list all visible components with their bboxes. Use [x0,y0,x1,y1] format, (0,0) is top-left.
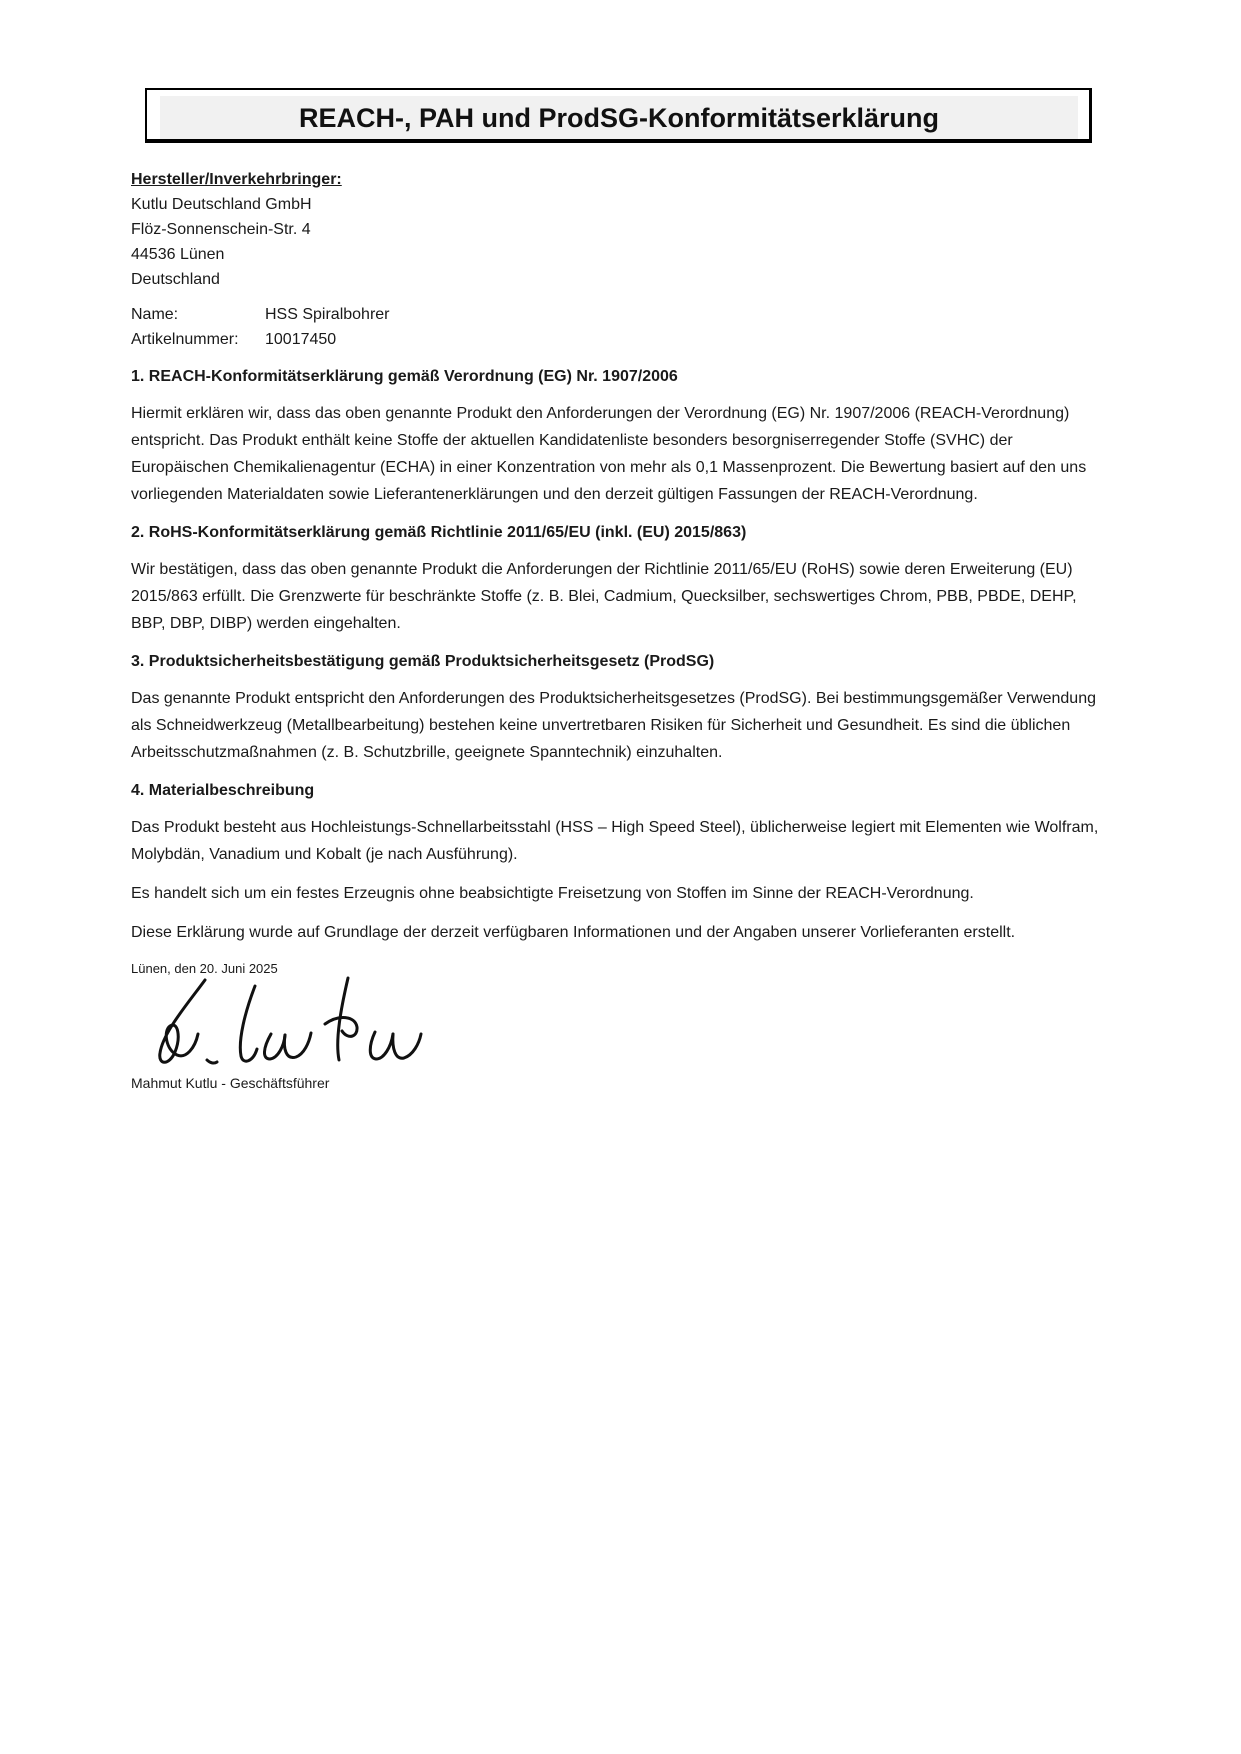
product-block [131,302,1112,352]
handwritten-signature-icon [143,972,423,1072]
section-material-paragraph-2: Es handelt sich um ein festes Erzeugnis ohne beabsichtigte Freisetzung von Stoffen im Sinne der REACH-Verordnung. [131,885,974,902]
product-name-label: Name: [131,306,179,323]
document-content [131,0,1112,1092]
section-prodsg-heading: 3. Produktsicherheitsbestätigung gemäß Produktsicherheitsgesetz (ProdSG) [131,653,715,670]
section-reach-paragraph: Hiermit erklären wir, dass das oben genannte Produkt den Anforderungen der Verordnung (EG) Nr. 1907/2006 (REACH-Verordnung) entspricht. Das Produkt enthält keine Stoffe der aktuellen Kandidatenliste besonders besorgniserregender Stoffe (SVHC) der Europäischen Chemikalienagentur (ECHA) in einer Konzentration von mehr als 0,1 Massenprozent. Die Bewertung basiert auf den uns vorliegenden Materialdaten sowie Lieferantenerklärungen und den derzeit gültigen Fassungen der REACH-Verordnung. [131,405,1087,503]
product-name-value: HSS Spiralbohrer [265,306,390,323]
section-material-paragraph-3: Diese Erklärung wurde auf Grundlage der derzeit verfügbaren Informationen und der Angaben unserer Vorlieferanten erstellt. [131,924,1016,941]
section-reach [131,366,1112,508]
manufacturer-company: Kutlu Deutschland GmbH [131,196,312,213]
signature-image [143,972,1112,1072]
product-article-row [131,327,1112,352]
manufacturer-heading: Hersteller/Inverkehrbringer: [131,171,342,188]
document-title: REACH-, PAH und ProdSG-Konformitätserklärung [160,96,1078,139]
product-article-value: 10017450 [265,331,337,348]
section-material-paragraph-1: Das Produkt besteht aus Hochleistungs-Schnellarbeitsstahl (HSS – High Speed Steel), üblicherweise legiert mit Elementen wie Wolfram, Molybdän, Vanadium und Kobalt (je nach Ausführung). [131,819,1099,863]
section-rohs-heading: 2. RoHS-Konformitätserklärung gemäß Richtlinie 2011/65/EU (inkl. (EU) 2015/863) [131,524,747,541]
signer-name: Mahmut Kutlu - Geschäftsführer [131,1075,330,1091]
section-material [131,780,1112,946]
section-prodsg [131,651,1112,766]
section-material-heading: 4. Materialbeschreibung [131,782,315,799]
manufacturer-block [131,167,1112,292]
manufacturer-street: Flöz-Sonnenschein-Str. 4 [131,221,311,238]
manufacturer-country: Deutschland [131,271,220,288]
manufacturer-city: 44536 Lünen [131,246,225,263]
section-reach-heading: 1. REACH-Konformitätserklärung gemäß Verordnung (EG) Nr. 1907/2006 [131,368,678,385]
place-date: Lünen, den 20. Juni 2025 [131,961,278,976]
product-article-label: Artikelnummer: [131,331,239,348]
product-name-row [131,302,1112,327]
signature-block [131,960,1112,1092]
section-rohs-paragraph: Wir bestätigen, dass das oben genannte Produkt die Anforderungen der Richtlinie 2011/65/EU (RoHS) sowie deren Erweiterung (EU) 2015/863 erfüllt. Die Grenzwerte für beschränkte Stoffe (z. B. Blei, Cadmium, Quecksilber, sechswertiges Chrom, PBB, PBDE, DEHP, BBP, DBP, DIBP) werden eingehalten. [131,561,1077,632]
section-prodsg-paragraph: Das genannte Produkt entspricht den Anforderungen des Produktsicherheitsgesetzes (ProdSG). Bei bestimmungsgemäßer Verwendung als Schneidwerkzeug (Metallbearbeitung) bestehen keine unvertretbaren Risiken für Sicherheit und Gesundheit. Es sind die üblichen Arbeitsschutzmaßnahmen (z. B. Schutzbrille, geeignete Spanntechnik) einzuhalten. [131,690,1096,761]
section-rohs [131,522,1112,637]
title-box [145,88,1092,143]
